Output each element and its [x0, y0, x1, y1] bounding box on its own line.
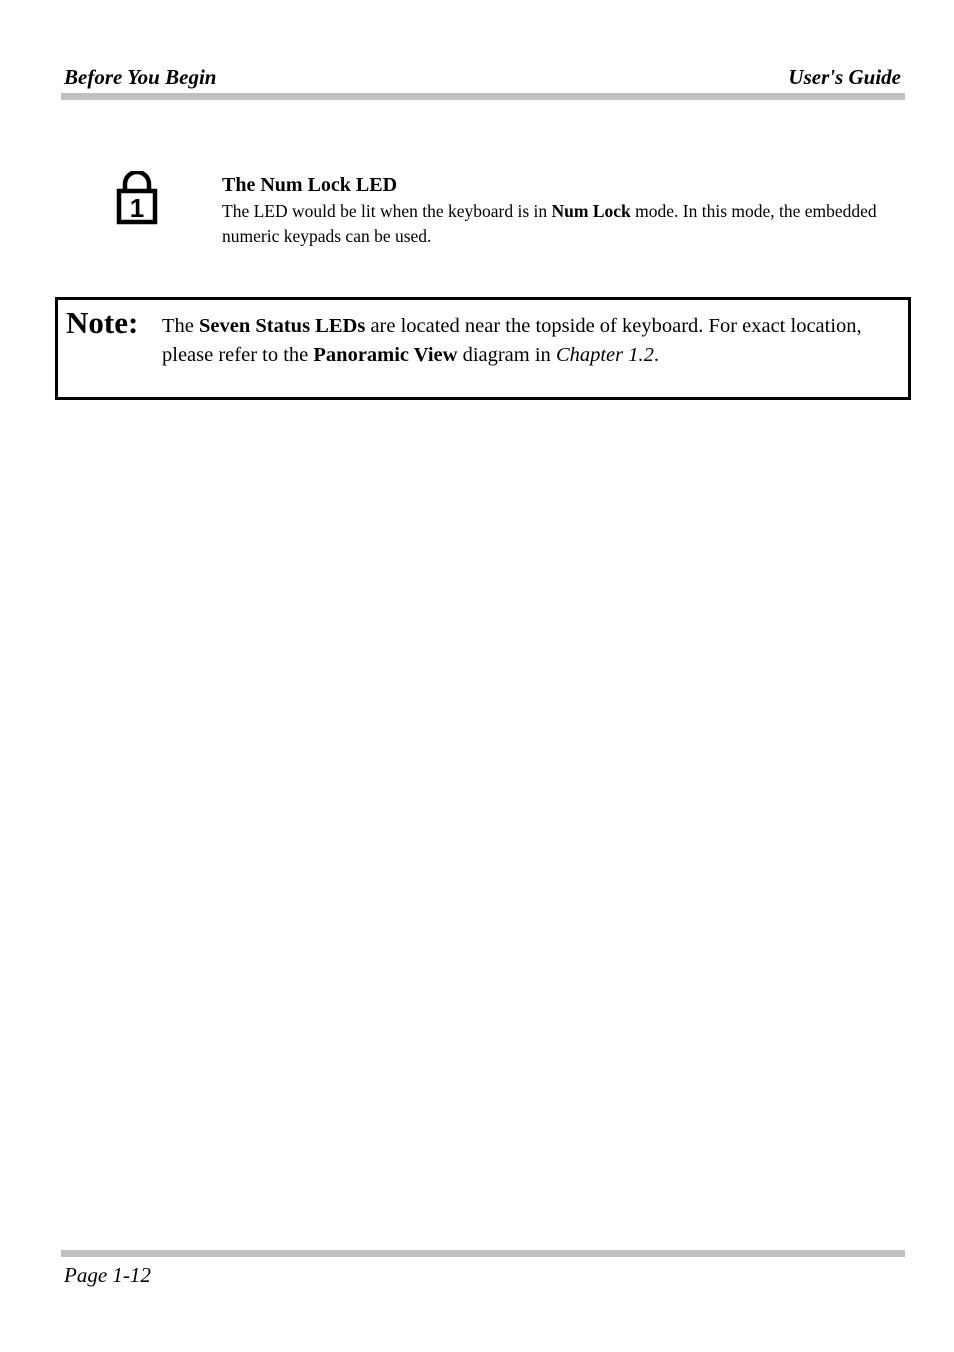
note-box: [55, 297, 911, 400]
footer-rule: [61, 1250, 905, 1257]
page-number: Page 1-12: [64, 1263, 151, 1287]
num-lock-icon: [115, 171, 159, 225]
num-lock-icon-digit: 1: [129, 193, 145, 223]
header-guide-title: User's Guide: [788, 65, 901, 89]
header-rule: [61, 93, 905, 100]
panoramic-view-term: Panoramic View: [313, 344, 458, 366]
seven-status-leds-term: Seven Status LEDs: [199, 315, 366, 337]
led-description: The LED would be lit when the keyboard is in Num Lock mode. In this mode, the embedded numeric keypads can be used.: [222, 201, 877, 246]
note-label: Note:: [66, 305, 139, 340]
num-lock-term: Num Lock: [551, 201, 631, 221]
chapter-reference: Chapter 1.2: [555, 344, 654, 366]
header-section-title: Before You Begin: [64, 65, 217, 89]
num-lock-led-section: [222, 171, 882, 249]
note-text: The Seven Status LEDs are located near the topside of keyboard. For exact location, please refer to the Panoramic View diagram in Chapter 1.2.: [162, 315, 862, 366]
led-title: The Num Lock LED: [222, 174, 398, 196]
